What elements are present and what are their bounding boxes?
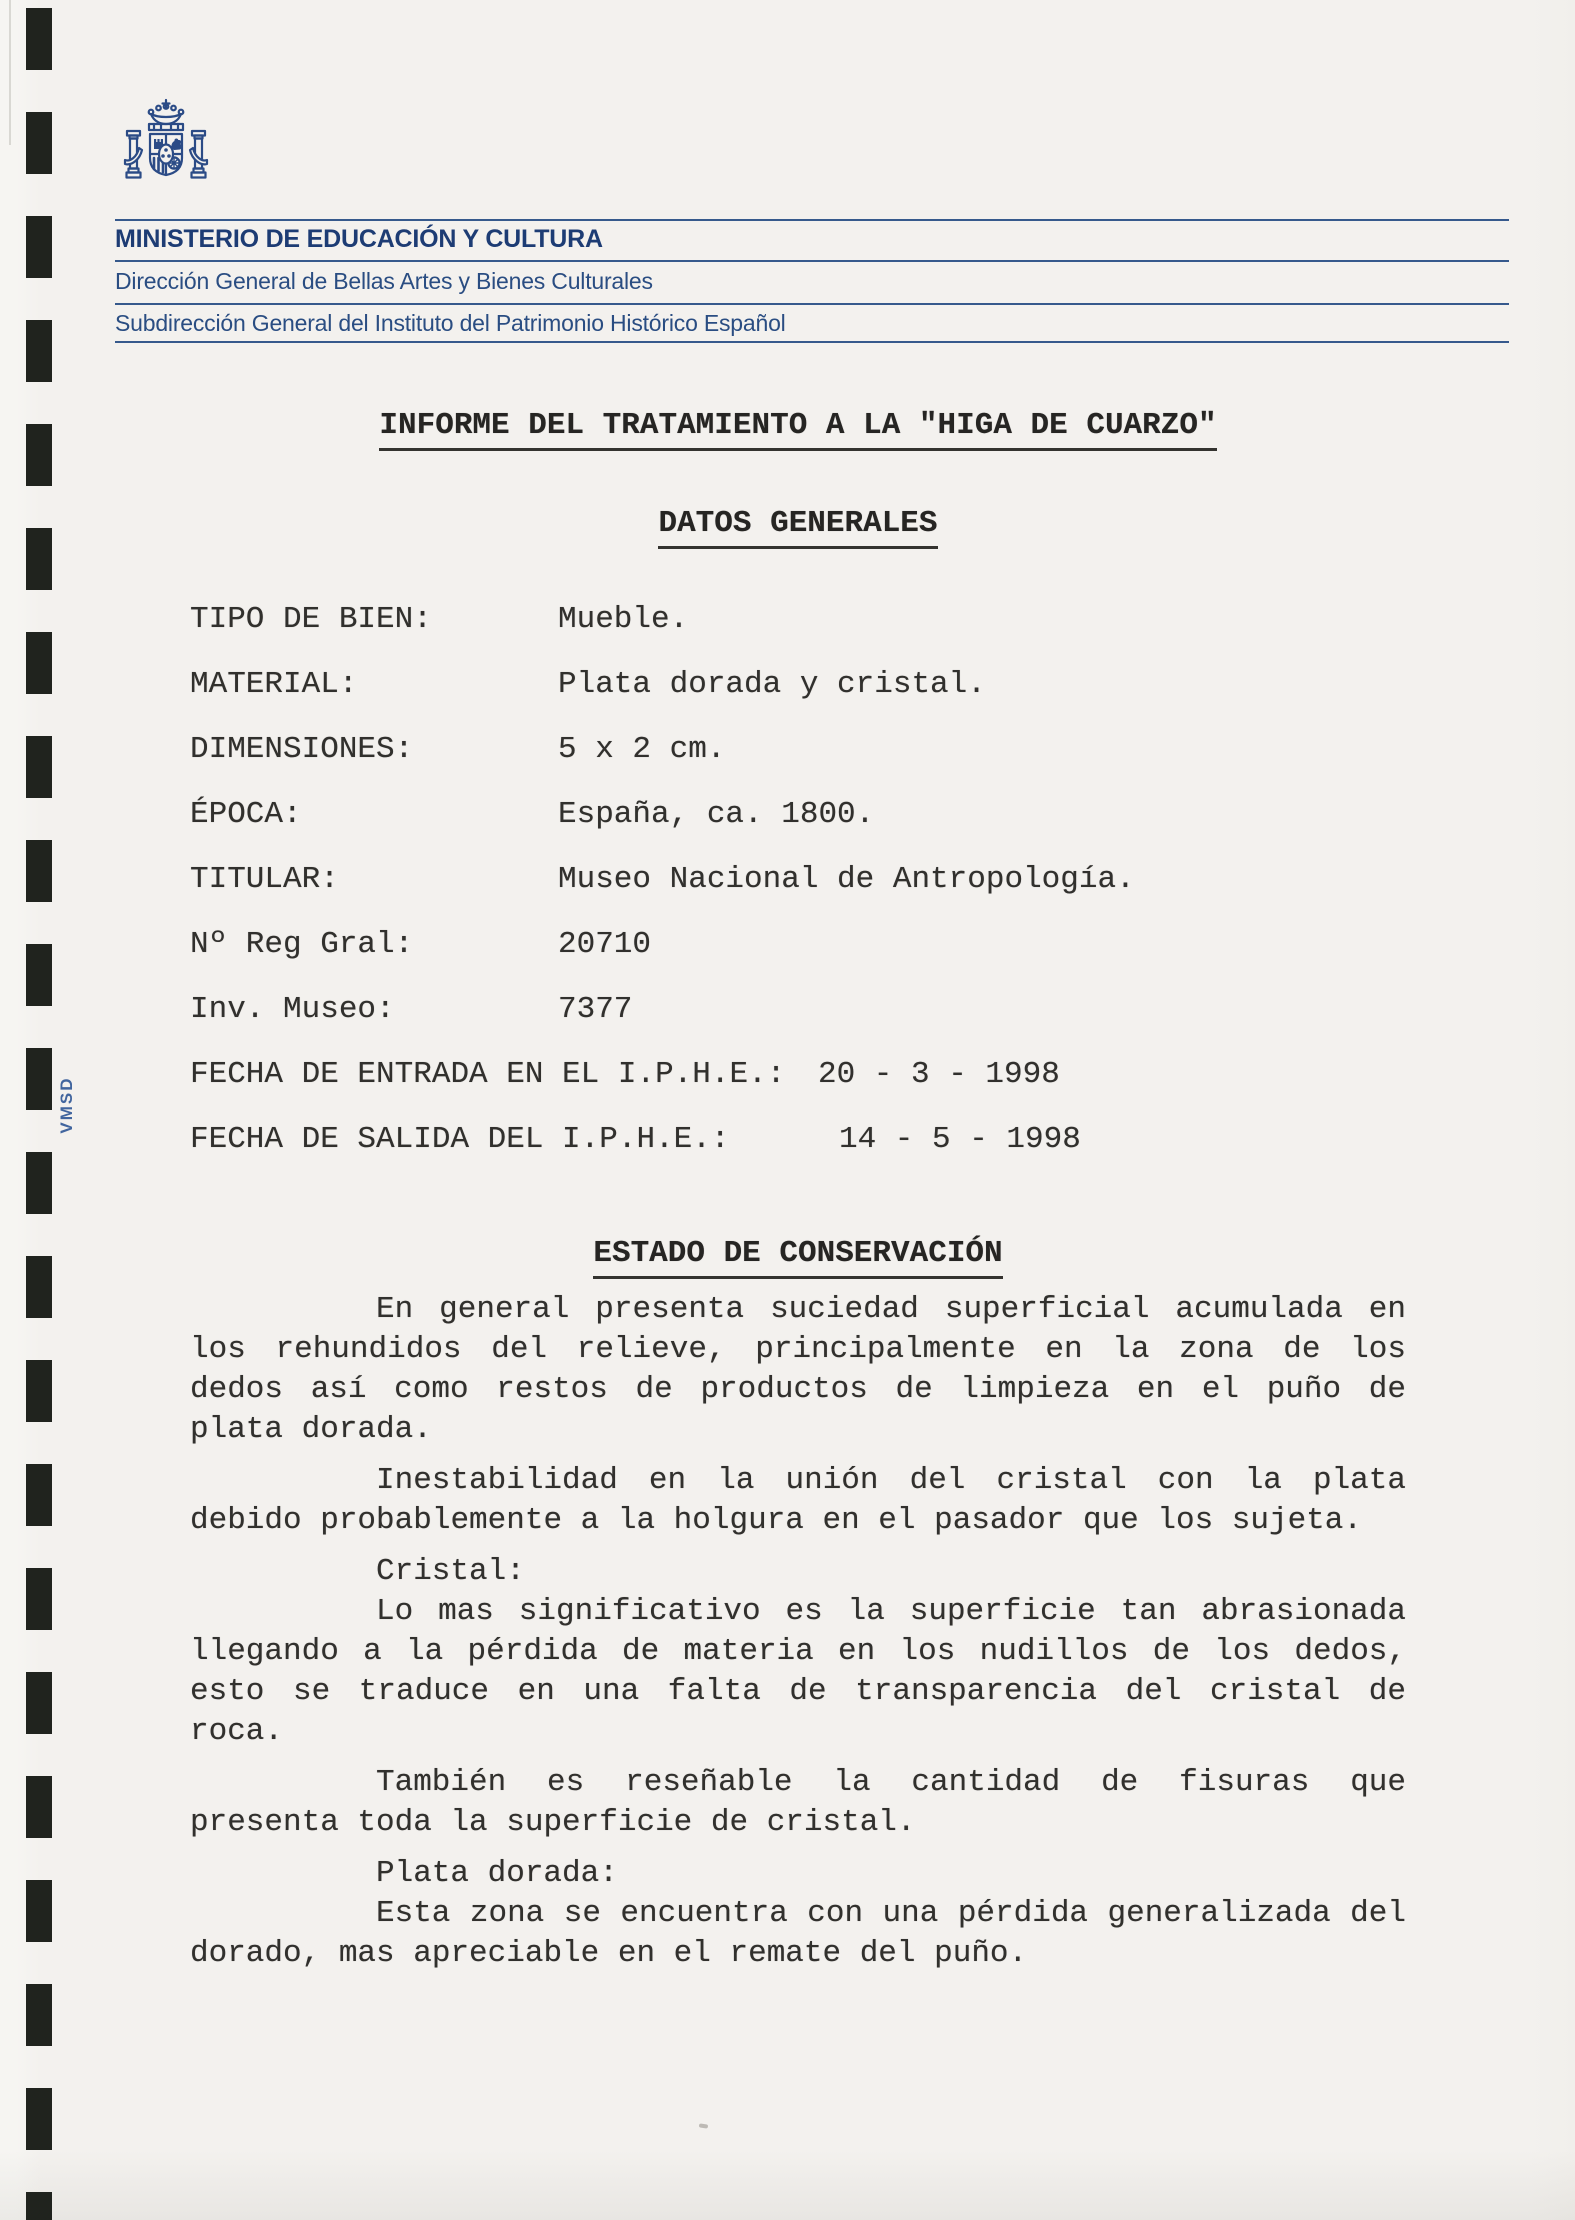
field-label: Inv. Museo: [190, 992, 395, 1027]
header-rule-top [115, 219, 1509, 221]
datos-generales-heading-line [190, 508, 1406, 539]
subheading-cristal: Cristal: [376, 1554, 525, 1589]
paragraph-suciedad: En general presenta suciedad superficial acumulada en los rehundidos del relieve, principalmente en la zona de los dedos así como restos de productos de limpieza en el puño de plata dorada. [190, 1292, 1406, 1447]
estado-conservacion-heading: ESTADO DE CONSERVACIÓN [593, 1236, 1002, 1279]
paragraph-inestabilidad: Inestabilidad en la unión del cristal con la plata debido probablemente a la holgura en el pasador que los sujeta. [190, 1463, 1406, 1538]
field-value: 5 x 2 cm. [558, 732, 726, 767]
field-row-num-reg-gral [190, 929, 1490, 994]
field-row-titular [190, 864, 1490, 929]
datos-generales-heading: DATOS GENERALES [658, 506, 937, 549]
field-label: ÉPOCA: [190, 797, 302, 832]
paragraph-perdida-dorado: Esta zona se encuentra con una pérdida generalizada del dorado, mas apreciable en el remate del puño. [190, 1896, 1406, 1971]
direccion-general-line: Dirección General de Bellas Artes y Bienes Culturales [115, 268, 653, 294]
field-value: 7377 [558, 992, 633, 1027]
document-title-line [190, 410, 1406, 441]
field-label: DIMENSIONES: [190, 732, 414, 767]
field-label: FECHA DE SALIDA DEL I.P.H.E.: [190, 1122, 730, 1157]
estado-conservacion-body [190, 1290, 1406, 1974]
field-row-epoca [190, 799, 1490, 864]
vmsd-margin-stamp: VMSD [57, 1076, 76, 1134]
field-row-dimensiones [190, 734, 1490, 799]
header-rule-3 [115, 303, 1509, 305]
field-label: TIPO DE BIEN: [190, 602, 432, 637]
comb-binding-holes [26, 8, 52, 2220]
estado-conservacion-heading-line [190, 1238, 1406, 1269]
field-label: MATERIAL: [190, 667, 358, 702]
field-value: España, ca. 1800. [558, 797, 875, 832]
field-label: TITULAR: [190, 862, 339, 897]
field-row-tipo-de-bien [190, 604, 1490, 669]
field-row-fecha-salida [190, 1124, 1490, 1189]
document-title: INFORME DEL TRATAMIENTO A LA "HIGA DE CUARZO" [379, 408, 1216, 451]
ministry-title: MINISTERIO DE EDUCACIÓN Y CULTURA [115, 225, 603, 253]
general-data-fields [190, 604, 1490, 1189]
field-value: 14 - 5 - 1998 [839, 1122, 1081, 1157]
field-value: Museo Nacional de Antropología. [558, 862, 1135, 897]
paragraph-fisuras: También es reseñable la cantidad de fisuras que presenta toda la superficie de cristal. [190, 1765, 1406, 1840]
spain-coat-of-arms-icon [114, 98, 218, 204]
paper-edge-crease [9, 0, 11, 145]
scan-speck [699, 2123, 708, 2128]
field-value: Plata dorada y cristal. [558, 667, 986, 702]
header-rule-2 [115, 260, 1509, 262]
subheading-plata-dorada: Plata dorada: [376, 1856, 618, 1891]
field-label: Nº Reg Gral: [190, 927, 414, 962]
header-rule-bottom [115, 341, 1509, 343]
paragraph-cristal-abrasion: Lo mas significativo es la superficie tan abrasionada llegando a la pérdida de materia en los nudillos de los dedos, esto se traduce en una falta de transparencia del cristal de roca. [190, 1594, 1406, 1749]
field-row-material [190, 669, 1490, 734]
field-label: FECHA DE ENTRADA EN EL I.P.H.E.: [190, 1057, 786, 1092]
field-row-inv-museo [190, 994, 1490, 1059]
field-row-fecha-entrada [190, 1059, 1490, 1124]
field-value: 20710 [558, 927, 652, 962]
field-value: 20 - 3 - 1998 [818, 1057, 1060, 1092]
subdireccion-general-line: Subdirección General del Instituto del Patrimonio Histórico Español [115, 310, 786, 336]
field-value: Mueble. [558, 602, 689, 637]
